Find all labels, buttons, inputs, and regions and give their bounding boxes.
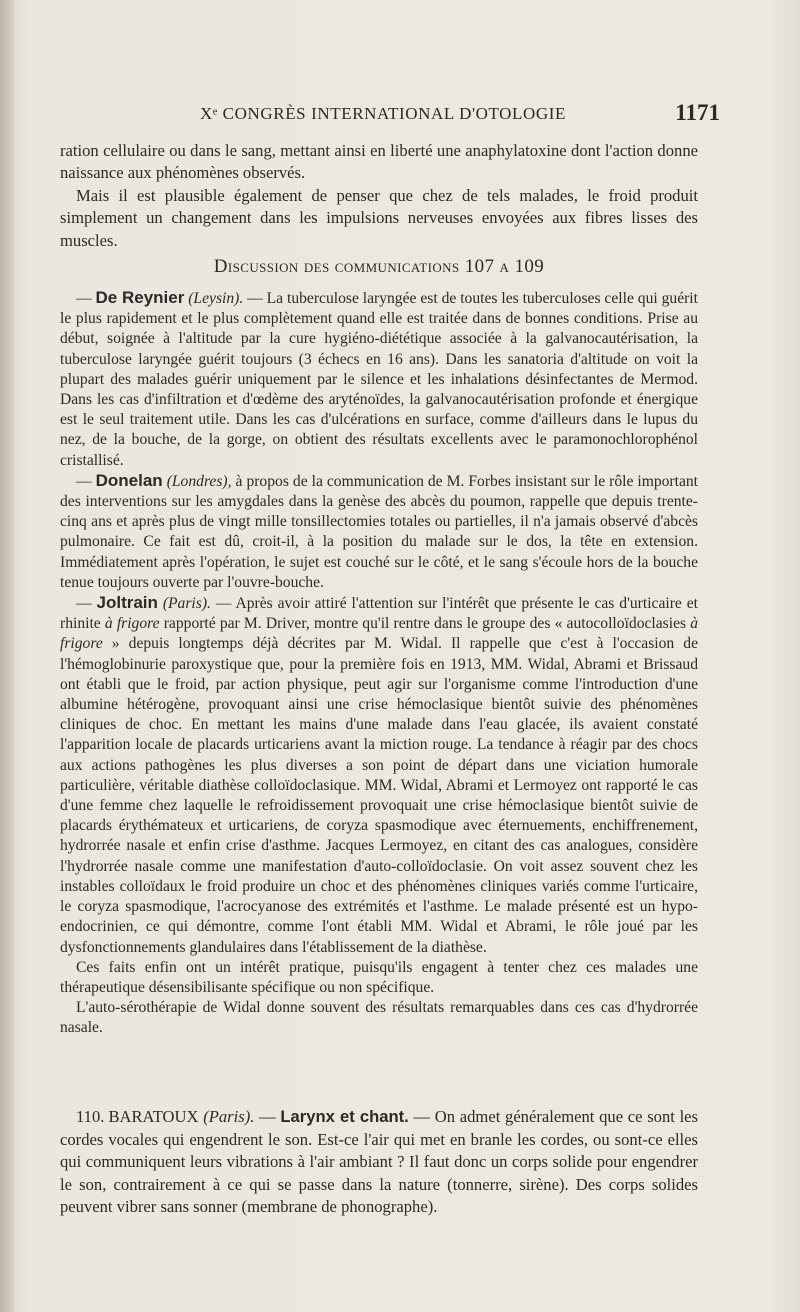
dash: — [254,1107,281,1126]
communication-110 [60,1106,698,1219]
communication-110-paragraph [60,1106,698,1219]
italic-term: à frigore [60,615,699,653]
author-name: BARATOUX [108,1107,199,1126]
discussion-text [60,288,698,1039]
dash: — [76,290,96,307]
speaker-city: (Londres), [166,472,232,490]
donelan-paragraph [60,471,698,593]
dash: — [76,472,96,490]
paragraph-text: » depuis longtemps déjà décrites par M. Widal. Il rappelle que c'est à l'occasion de l'hémoglobinurie paroxystique que, pour la première fois en 1913, MM. Widal, Abrami et Brissaud ont établi que le froid, par action physique, peut agir sur l'organisme comme l'introduction d'une albumine hétérogène, provoquant ainsi une crise hémoclasique bientôt suivie des phénomènes cliniques de choc. En mettant les mains d'une malade dans l'eau glacée, ils avaient constaté l'apparition locale de placards urticariens avant la miction rouge. La tendance à réagir par des chocs aux actions pathogènes les plus diverses a son point de départ dans une viciation humorale particulière, véritable diathèse colloïdoclasique. MM. Widal, Abrami et Lermoyez ont rapporté le cas d'une femme chez laquelle le refroidissement provoquait une crise hémoclasique bientôt suivie de placards érythémateux et urticariens, de coryza spasmodique avec éternuements, enchiffrenement, hydrorrée nasale et enfin crise d'asthme. Jacques Lermoyez, en citant des cas analogues, considère l'hydrorrée nasale comme une manifestation d'auto-colloïdoclasie. On voit assez souvent chez les instables colloïdaux le froid produire un choc et des phénomènes cliniques variés comme l'urticaire, le coryza spasmodique, l'acrocyanose des extrémités et l'asthme. Le malade présenté est un hypo-endocrinien, ce qui démontre, comme l'ont établi MM. Widal et Abrami, le rôle joué par les dysfonctionnements glandulaires dans l'établissement de la diathèse. [60,635,698,956]
paragraph-text: rapporté par M. Driver, montre qu'il rentre dans le groupe des « autocolloïdoclasies [159,615,691,633]
speaker-city: (Leysin). [188,290,244,307]
speaker-name: Joltrain [96,593,158,613]
dash: — [76,595,97,613]
speaker-name: Donelan [95,470,163,490]
joltrain-paragraph-3: L'auto-sérothérapie de Widal donne souvent des résultats remarquables dans ces cas d'hydrorrée nasale. [60,999,698,1037]
intro-paragraph-2: Mais il est plausible également de penser que chez de tels malades, le froid produit simplement un changement dans les impulsions nerveuses envoyées aux fibres lisses des muscles. [60,185,698,250]
paragraph-text: — Après avoir attiré l'attention sur l'intérêt que présente le cas d'urticaire et rhinite [60,595,698,633]
section-title: Discussion des communications 107 a 109 [213,256,545,277]
reynier-paragraph [60,288,698,471]
header-title: Xᵉ CONGRÈS INTERNATIONAL D'OTOLOGIE [200,104,567,123]
joltrain-paragraph-2: Ces faits enfin ont un intérêt pratique, puisqu'ils engagent à tenter chez ces malades une thérapeutique désensibilisante spécifique ou non spécifique. [60,958,698,996]
paragraph-text: à propos de la communication de M. Forbes insistant sur le rôle important des interventions sur les amygdales dans la genèse des abcès du poumon, rappelle que depuis trente-cinq ans et après plus de vingt mille tonsillectomies totales ou partielles, il n'a jamais observé d'abcès pulmonaire. Ce fait est dû, croit-il, à la position du malade sur le dos, la tête en extension. Immédiatement après l'opération, le sujet est couché sur le côté, et le sang s'écoule hors de la bouche tenue toujours ouverte par l'ouvre-bouche. [60,472,699,591]
intro-paragraph-1: ration cellulaire ou dans le sang, mettant ainsi en liberté une anaphylatoxine dont l'action donne naissance aux phénomènes observés. [60,141,698,183]
speaker-name: De Reynier [95,288,185,307]
page-binding-shadow [0,0,14,1312]
running-header [200,100,720,130]
communication-number: 110. [76,1107,105,1126]
communication-title: Larynx et chant. [280,1107,409,1126]
intro-text [60,140,698,252]
speaker-city: (Paris). [162,595,211,613]
italic-term: à frigore [104,615,160,633]
author-city: (Paris). [203,1107,255,1126]
paragraph-text: — La tuberculose laryngée est de toutes les tuberculoses celle qui guérit le plus rapidement et le plus complètement quand elle est traitée dans de bonnes conditions. Prise au début, soignée à l'altitude par la cure hygiéno-diététique associée à la galvanocautérisation, la tuberculose laryngée guérit toujours (3 échecs en 16 ans). Dans les sanatoria d'altitude on voit la plupart des malades guérir uniquement par le silence et les inhalations désinfectantes de Mermod. Dans les cas d'infiltration et d'œdème des aryténoïdes, la galvanocautérisation profonde et énergique est le seul traitement utile. Dans les cas d'ulcérations en surface, comme d'ailleurs dans le lupus du nez, de la bouche, de la gorge, on obtient des résultats excellents avec le paramonochlorophénol cristallisé. [60,290,698,469]
paragraph-text: — On admet généralement que ce sont les cordes vocales qui engendrent le son. Est-ce l'air qui met en branle les cordes, ou sont-ce elles qui communiquent leurs vibrations à l'air ambiant ? Il faut donc un corps solide pour engendrer le son, contrairement à ce qui se passe dans la nature (tonnerre, sirène). Des corps solides peuvent vibrer sans sonner (membrane de phonographe). [60,1107,699,1217]
page-number: 1171 [675,100,720,125]
joltrain-paragraph [60,593,698,958]
